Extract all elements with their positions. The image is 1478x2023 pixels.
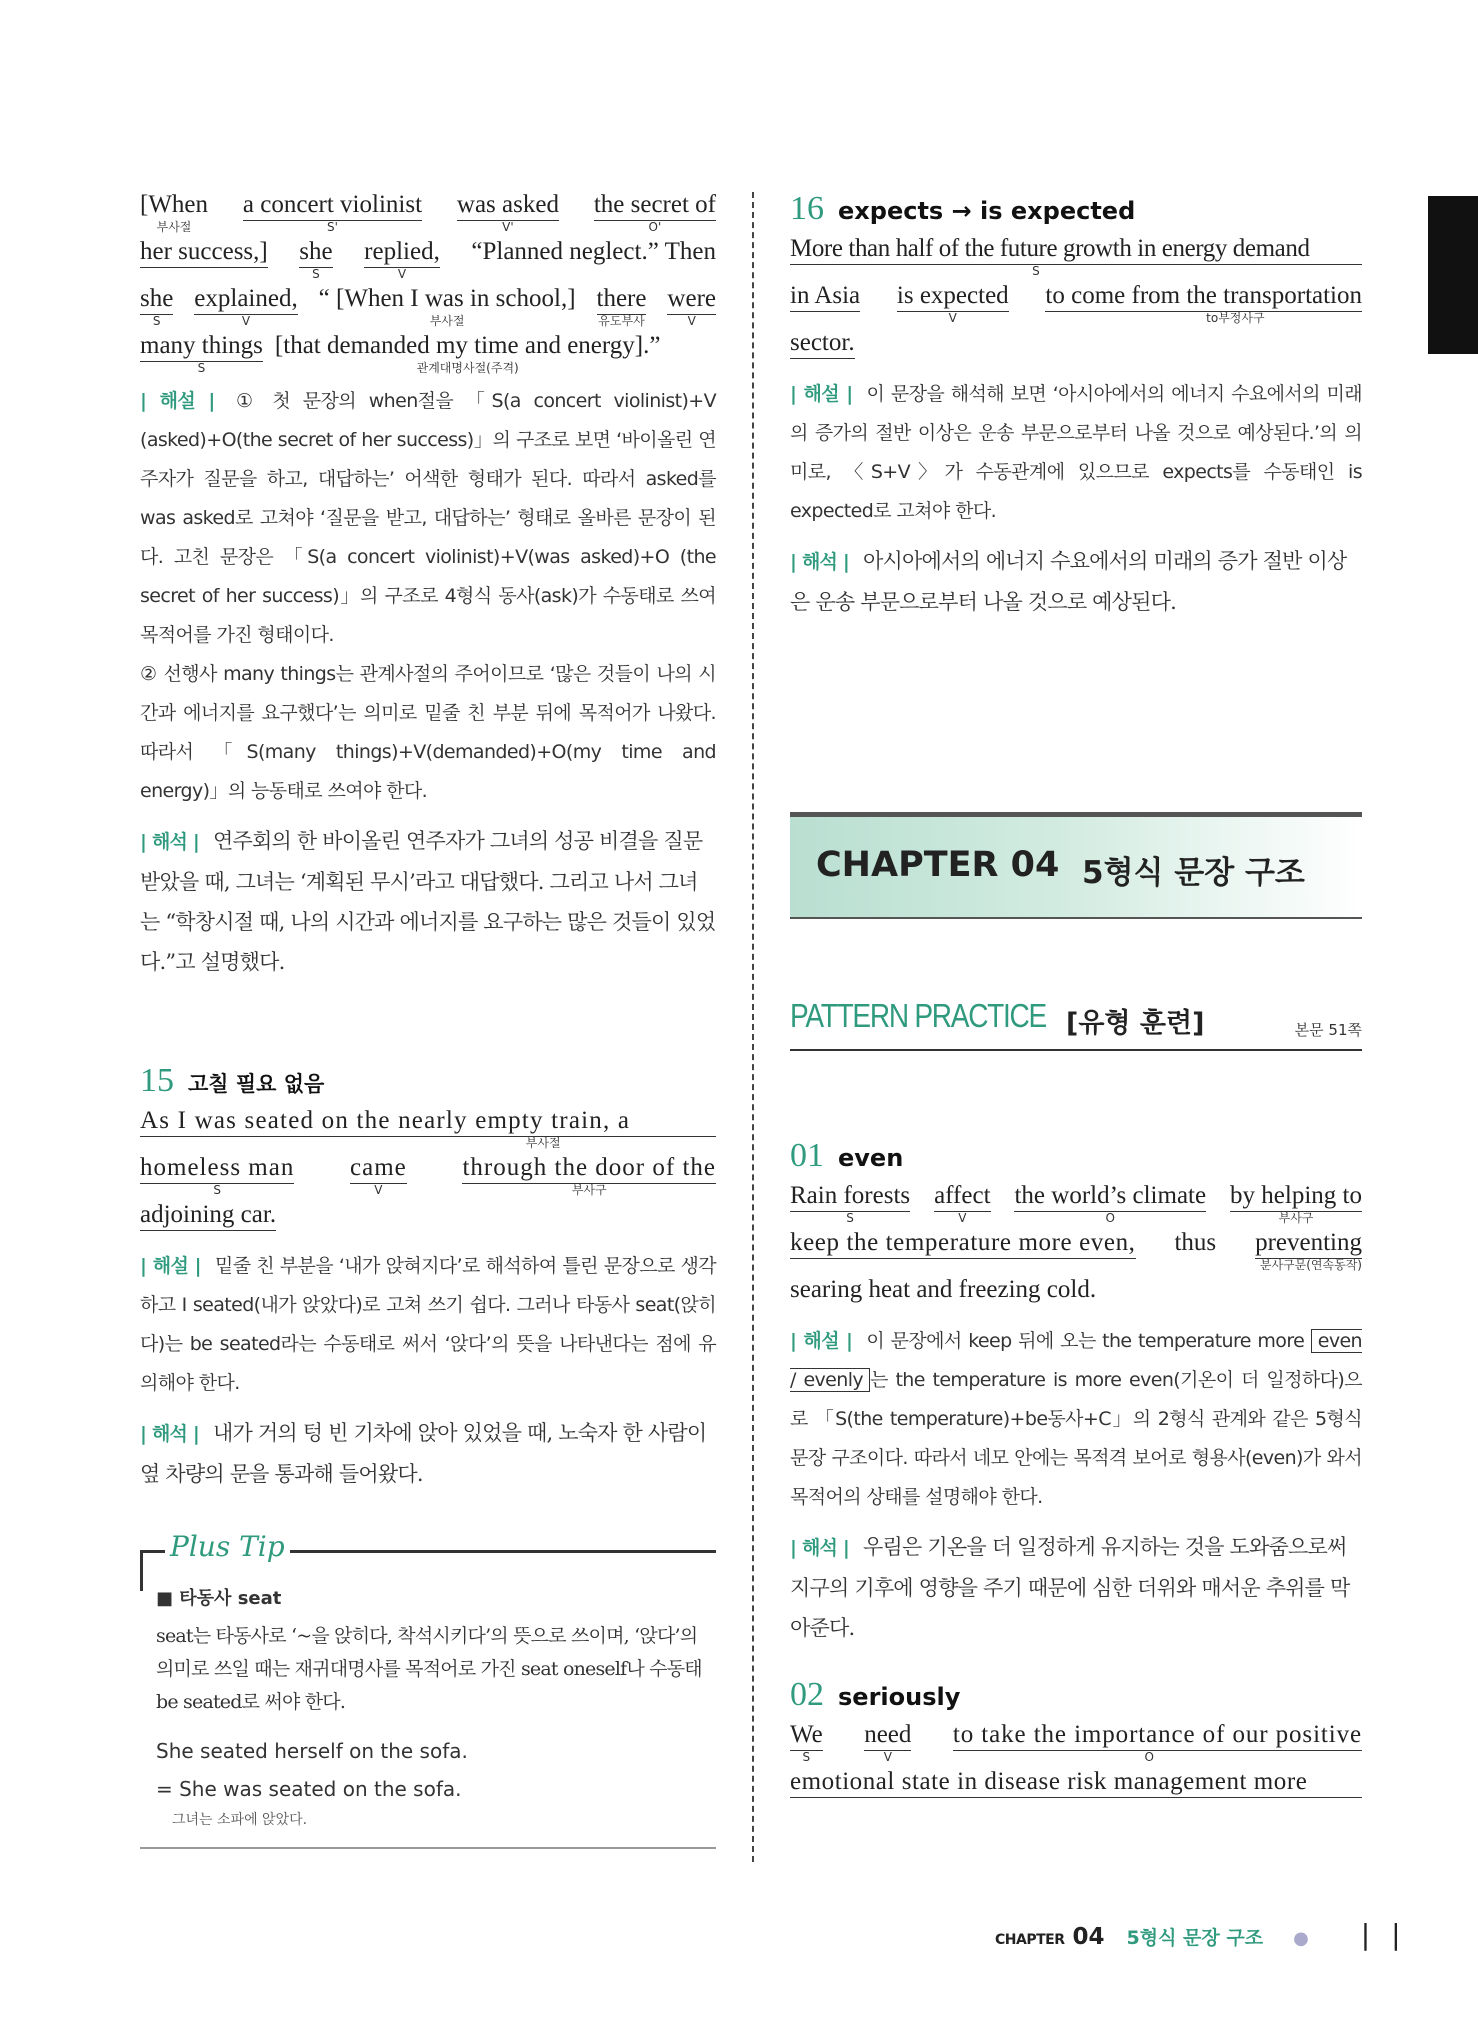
sentence-segment <box>299 237 333 281</box>
grammar-gloss: O <box>1144 1750 1154 1764</box>
sentence-line <box>790 1228 1362 1275</box>
q16 <box>790 190 1362 622</box>
sentence-segment <box>140 1153 295 1197</box>
sentence-text: “ [When I was in school,] <box>318 285 576 312</box>
grammar-gloss: V <box>958 1211 967 1225</box>
tip-example: She seated herself on the sofa. <box>156 1739 468 1763</box>
sentence-line <box>140 1153 716 1200</box>
sentence-text: by helping to <box>1230 1182 1362 1209</box>
explanation-text: 밑줄 친 부분을 ‘내가 앉혀지다’로 해석하여 틀린 문장으로 생각하고 I seated(내가 앉았다)로 고쳐 쓰기 쉽다. 그러나 타동사 seat(앉히다)는 be seated라는 수동태로 써서 ‘앉다’의 뜻을 나타낸다는 점에 유의해야 한다. <box>140 1255 717 1394</box>
translation-text: 내가 거의 텅 빈 기차에 앉아 있었을 때, 노숙자 한 사람이 옆 차량의 문을 통과해 들어왔다. <box>140 1421 707 1486</box>
page-footer <box>995 1918 1407 1951</box>
q02 <box>790 1676 1362 1814</box>
sentence-segment <box>896 281 1009 325</box>
sentence-text: Rain forests <box>790 1182 911 1209</box>
sentence-line <box>140 237 716 284</box>
grammar-gloss: 부사구 <box>571 1183 607 1197</box>
sentence-text: she <box>299 238 333 265</box>
question-header <box>140 1062 716 1100</box>
sentence-line <box>790 281 1362 328</box>
chapter-label: CHAPTER 04 <box>816 845 1060 885</box>
sentence-line <box>790 1767 1362 1814</box>
question-answer: even <box>838 1144 904 1172</box>
sentence-text: [When <box>140 191 209 218</box>
sentence-text: the world’s climate <box>1014 1182 1207 1209</box>
question-number: 01 <box>790 1137 824 1174</box>
grammar-gloss: S <box>312 267 320 281</box>
sentence-text: the secret of <box>593 191 716 218</box>
sentence-line <box>790 1720 1362 1767</box>
sentence-segment: searing heat and freezing cold. <box>790 1276 1097 1303</box>
sentence-text: explained, <box>194 285 298 312</box>
grammar-gloss: S <box>1032 264 1040 278</box>
grammar-gloss: O <box>1105 1211 1116 1225</box>
sentence-segment <box>1014 1181 1207 1225</box>
question-number: 02 <box>790 1676 824 1713</box>
sentence-text: replied, <box>364 238 440 265</box>
translation-text: 우림은 기온을 더 일정하게 유지하는 것을 도와줌으로써 지구의 기후에 영향을 주기 때문에 심한 더위와 매서운 추위를 막아준다. <box>790 1535 1350 1640</box>
explanation-tag: | 해설 | <box>790 383 853 405</box>
sentence-text: to come from the transportation <box>1045 282 1362 309</box>
grammar-gloss: V <box>687 314 696 328</box>
grammar-gloss: to부정사구 <box>1206 311 1265 325</box>
sentence-segment <box>952 1720 1362 1764</box>
q01-explanation <box>790 1322 1362 1517</box>
grammar-gloss: O' <box>648 220 662 234</box>
explanation-text: ① 첫 문장의 when절을 「S(a concert violinist)+V (asked)+O(the secret of her success)」의 구조로 보면 ‘바이올린 연주자가 질문을 하고, 대답하는’ 어색한 형태가 된다. 따라서 asked를 was asked로 고쳐야 ‘질문을 받고, 대답하는’ 형태로 올바른 문장이 된다. 고친 문장은 「S(a concert violinist)+V(was asked)+O (the secret of her success)」의 구조로 4형식 동사(ask)가 수동태로 쓰여 목적어를 가진 형태이다. <box>140 390 716 646</box>
explanation-tag: | 해설 | <box>140 390 215 412</box>
q02-sentence <box>790 1720 1362 1814</box>
page-reference: 본문 51쪽 <box>1294 1021 1362 1039</box>
right-column <box>790 190 1362 1814</box>
grammar-gloss: 부사절 <box>429 314 465 328</box>
q01-sentence <box>790 1181 1362 1322</box>
pattern-korean-title: [유형 훈련] <box>1066 1008 1205 1039</box>
sentence-segment <box>242 190 423 234</box>
pattern-title: PATTERN PRACTICE <box>790 997 1046 1034</box>
sentence-segment <box>790 1720 823 1764</box>
question-answer: expects → is expected <box>838 197 1136 225</box>
grammar-gloss: S' <box>327 220 338 234</box>
sentence-text: was asked <box>456 191 559 218</box>
sentence-segment <box>274 331 661 375</box>
question-header <box>790 190 1362 228</box>
sentence-segment: emotional state in disease risk management more <box>790 1767 1362 1798</box>
sentence-segment: sector. <box>790 328 855 359</box>
sentence-segment <box>456 190 559 234</box>
q01 <box>790 1137 1362 1648</box>
sentence-line <box>140 190 716 237</box>
translation-tag: | 해석 | <box>140 1423 200 1445</box>
sentence-line <box>140 1106 716 1153</box>
grammar-gloss: V <box>241 314 251 328</box>
sentence-segment: adjoining car. <box>140 1200 276 1231</box>
pattern-practice-header <box>790 989 1362 1051</box>
sentence-segment <box>350 1153 407 1197</box>
grammar-gloss: V <box>397 267 407 281</box>
sentence-segment <box>318 284 576 328</box>
grammar-gloss: 유도부사 <box>598 314 645 328</box>
sentence-text: is expected <box>896 282 1009 309</box>
q16-explanation <box>790 375 1362 531</box>
chapter-title: 5형식 문장 구조 <box>1082 855 1305 891</box>
sentence-segment <box>140 331 263 375</box>
tip-example: = She was seated on the sofa. <box>156 1777 462 1801</box>
sentence-segment <box>790 1181 911 1225</box>
sentence-line <box>140 1200 716 1247</box>
sentence-segment <box>934 1181 991 1225</box>
grammar-gloss: S <box>846 1211 854 1225</box>
sentence-line <box>140 284 716 331</box>
explanation-text: ② 선행사 many things는 관계사절의 주어이므로 ‘많은 것들이 나의 시간과 에너지를 요구했다’는 의미로 밑줄 친 부분 뒤에 목적어가 나왔다. 따라서 「S(many things)+V(demanded)+O(my time and energy)」의 능동태로 쓰여야 한다. <box>140 663 716 802</box>
grammar-gloss: 부사절 <box>156 220 192 234</box>
sentence-segment <box>1255 1228 1362 1272</box>
chapter-side-tab <box>1428 196 1478 354</box>
translation-tag: | 해석 | <box>790 551 850 573</box>
chapter-banner <box>790 812 1362 919</box>
grammar-gloss: S <box>802 1750 811 1764</box>
sentence-text: she <box>140 285 174 312</box>
footer-dot-icon: ● <box>1293 1928 1309 1949</box>
q01-translation <box>790 1527 1362 1648</box>
sentence-text: homeless man <box>140 1154 295 1181</box>
tip-example-translation: 그녀는 소파에 앉았다. <box>172 1812 308 1828</box>
sentence-text: [that demanded my time and energy].” <box>274 332 661 359</box>
tip-corner <box>140 1550 165 1591</box>
grammar-gloss: S <box>152 314 161 328</box>
sentence-text: were <box>667 285 716 312</box>
sentence-line <box>790 1181 1362 1228</box>
tip-heading: ■ 타동사 seat <box>156 1588 282 1609</box>
page-number: | | <box>1360 1918 1407 1951</box>
explanation-tag: | 해설 | <box>790 1330 853 1352</box>
sentence-segment: in Asia <box>790 281 860 312</box>
sentence-segment <box>462 1153 716 1197</box>
sentence-segment <box>1230 1181 1362 1225</box>
grammar-gloss: V <box>883 1750 892 1764</box>
sentence-text: many things <box>140 332 263 359</box>
grammar-gloss: 부사구 <box>1278 1211 1314 1225</box>
sentence-segment <box>140 190 209 234</box>
tip-title: Plus Tip <box>170 1530 285 1563</box>
footer-chapter-number: 04 <box>1072 1924 1105 1950</box>
tip-body <box>140 1584 716 1849</box>
q15 <box>140 1062 716 1494</box>
translation-tag: | 해석 | <box>140 831 200 853</box>
tip-text: seat는 타동사로 ‘~을 앉히다, 착석시키다’의 뜻으로 쓰이며, ‘앉다’의 의미로 쓰일 때는 재귀대명사를 목적어로 가진 seat oneself나 수동태 be seated로 써야 한다. <box>156 1625 702 1713</box>
translation-tag: | 해석 | <box>790 1537 850 1559</box>
sentence-segment: thus <box>1174 1229 1217 1256</box>
tip-rule <box>290 1550 716 1553</box>
grammar-gloss: V <box>948 311 957 325</box>
q15-explanation <box>140 1247 716 1403</box>
sentence-segment <box>667 284 716 328</box>
grammar-gloss: S <box>213 1183 221 1197</box>
sentence-segment <box>194 284 298 328</box>
sentence-text: through the door of the <box>462 1154 716 1181</box>
question-answer: 고칠 필요 없음 <box>188 1072 325 1096</box>
q16-sentence <box>790 234 1362 375</box>
sentence-text: need <box>864 1721 912 1748</box>
tip-header <box>140 1528 716 1584</box>
sentence-text: a concert violinist <box>242 191 423 218</box>
explanation-text: 이 문장에서 keep 뒤에 오는 the temperature more <box>866 1330 1305 1352</box>
q15-translation <box>140 1413 716 1494</box>
explanation-text: 는 the temperature is more even(기온이 더 일정하다)으로 「S(the temperature)+be동사+C」의 2형식 관계와 같은 5형식 문장 구조이다. 따라서 네모 안에는 목적격 보어로 형용사(even)가 와서 목적어의 상태를 설명해야 한다. <box>790 1369 1362 1508</box>
question-answer: seriously <box>838 1683 961 1711</box>
question-header <box>790 1676 1362 1714</box>
sentence-segment <box>593 190 716 234</box>
q14-translation <box>140 821 716 982</box>
question-number: 16 <box>790 190 824 227</box>
plus-tip <box>140 1528 716 1849</box>
sentence-line <box>140 331 716 378</box>
sentence-text: affect <box>934 1182 991 1209</box>
sentence-segment: keep the temperature more even, <box>790 1228 1136 1259</box>
sentence-segment <box>790 234 1362 278</box>
sentence-segment <box>1045 281 1362 325</box>
explanation-text: 이 문장을 해석해 보면 ‘아시아에서의 에너지 수요에서의 미래의 증가의 절반 이상은 운송 부문으로부터 나올 것으로 예상된다.’의 의미로, 〈S+V〉가 수동관계에 있으므로 expects를 수동태인 is expected로 고쳐야 한다. <box>790 383 1362 522</box>
q16-translation <box>790 541 1362 622</box>
q14-explanation <box>140 382 716 811</box>
translation-text: 연주회의 한 바이올린 연주자가 그녀의 성공 비결을 질문받았을 때, 그녀는 ‘계획된 무시’라고 대답했다. 그리고 나서 그녀는 “학창시절 때, 나의 시간과 에너지를 요구하는 많은 것들이 있었다.”고 설명했다. <box>140 829 716 974</box>
sentence-segment <box>364 237 440 281</box>
question-number: 15 <box>140 1062 174 1099</box>
sentence-text: to take the importance of our positive <box>952 1721 1362 1748</box>
left-column <box>140 190 716 1849</box>
sentence-line <box>790 328 1362 375</box>
sentence-segment <box>140 1106 716 1150</box>
grammar-gloss: S <box>197 361 206 375</box>
column-divider <box>752 192 754 1862</box>
sentence-text: As I was seated on the nearly empty train, a <box>140 1107 631 1134</box>
explanation-tag: | 해설 | <box>140 1255 201 1277</box>
footer-chapter-label: CHAPTER <box>995 1932 1065 1948</box>
sentence-segment <box>864 1720 912 1764</box>
sentence-segment <box>596 284 647 328</box>
grammar-gloss: 부사절 <box>525 1136 561 1150</box>
sentence-line <box>790 1275 1362 1322</box>
footer-chapter-title: 5형식 문장 구조 <box>1126 1927 1264 1949</box>
grammar-gloss: 분사구문(연속동작) <box>1259 1258 1362 1272</box>
sentence-text: there <box>596 285 647 312</box>
sentence-text: More than half of the future growth in energy demand <box>790 235 1310 262</box>
q15-sentence <box>140 1106 716 1247</box>
sentence-segment <box>140 284 174 328</box>
q14-sentence <box>140 190 716 378</box>
question-header <box>790 1137 1362 1175</box>
translation-text: 아시아에서의 에너지 수요에서의 미래의 증가 절반 이상은 운송 부문으로부터 나올 것으로 예상된다. <box>790 549 1347 614</box>
sentence-segment: her success,] <box>140 237 268 268</box>
grammar-gloss: V <box>374 1183 383 1197</box>
answer-box: even / evenly <box>790 1330 1362 1391</box>
sentence-text: We <box>790 1721 823 1748</box>
grammar-gloss: 관계대명사절(주격) <box>416 361 519 375</box>
grammar-gloss: V' <box>502 220 514 234</box>
sentence-text: preventing <box>1255 1229 1362 1256</box>
sentence-line <box>790 234 1362 281</box>
sentence-segment: “Planned neglect.” Then <box>471 238 716 265</box>
sentence-text: came <box>350 1154 407 1181</box>
